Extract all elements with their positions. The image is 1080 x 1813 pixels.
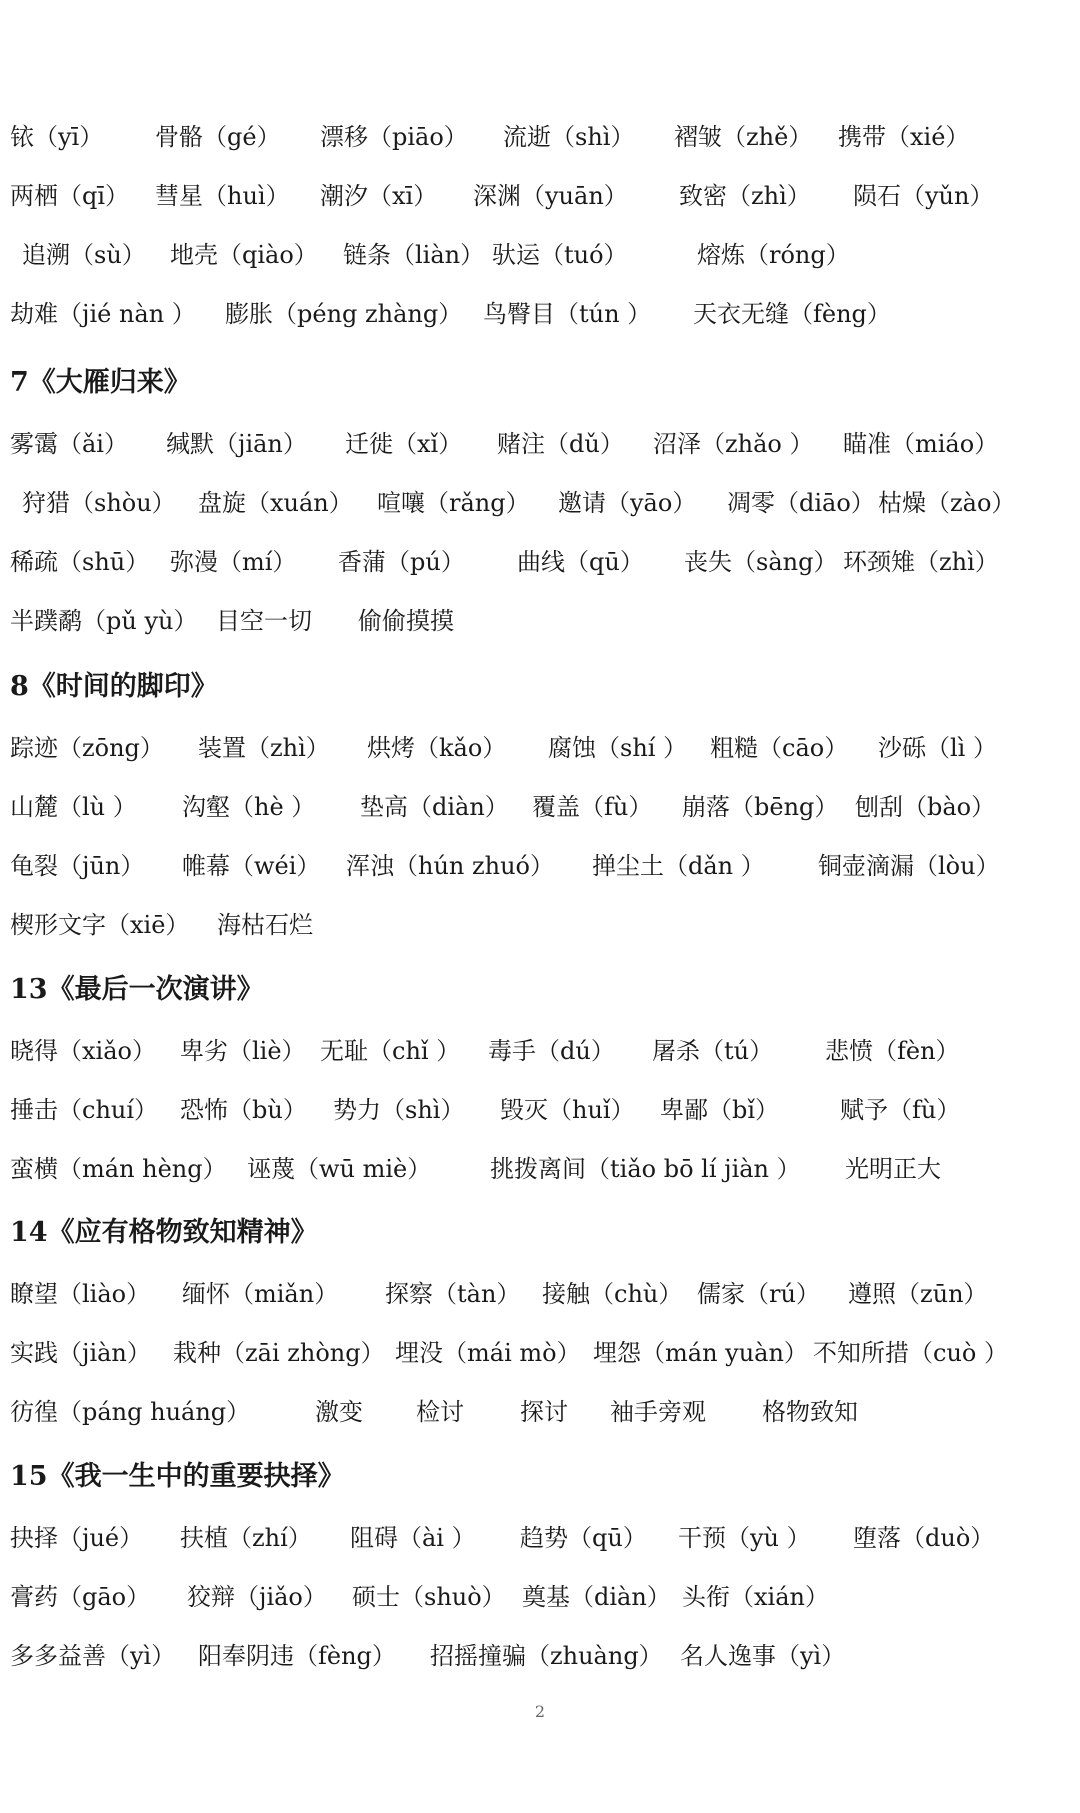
vocab-item: 稀疏（shū） (10, 548, 150, 576)
vocab-item: 褶皱（zhě） (674, 123, 813, 151)
vocab-item: 激变 (315, 1398, 363, 1426)
vocab-item: 彗星（huì） (155, 182, 290, 210)
vocab-item: 晓得（xiǎo） (10, 1037, 156, 1065)
vocab-item: 骨骼（gé） (155, 123, 281, 151)
vocab-item: 埋怨（mán yuàn） (593, 1339, 808, 1367)
vocab-item: 阳奉阴违（fèng） (198, 1642, 396, 1670)
vocab-item: 龟裂（jūn） (10, 852, 145, 880)
vocab-item: 潮汐（xī） (320, 182, 438, 210)
vocab-item: 缄默（jiān） (166, 430, 307, 458)
vocab-item: 装置（zhì） (198, 734, 330, 762)
vocab-item: 山麓（lù ） (10, 793, 137, 821)
vocab-item: 阻碍（ài ） (350, 1524, 476, 1552)
vocab-item: 势力（shì） (333, 1096, 465, 1124)
vocab-item: 踪迹（zōng） (10, 734, 164, 762)
vocab-item: 堕落（duò） (853, 1524, 995, 1552)
vocab-item: 膏药（gāo） (10, 1583, 151, 1611)
vocab-row (10, 542, 1070, 582)
vocab-item: 格物致知 (762, 1398, 858, 1426)
vocab-item: 多多益善（yì） (10, 1642, 176, 1670)
vocab-item: 偷偷摸摸 (358, 607, 454, 635)
vocab-item: 瞭望（liào） (10, 1280, 151, 1308)
vocab-item: 实践（jiàn） (10, 1339, 151, 1367)
vocab-item: 干预（yù ） (678, 1524, 811, 1552)
vocab-item: 蛮横（mán hèng） (10, 1155, 227, 1183)
vocab-item: 浑浊（hún zhuó） (346, 852, 555, 880)
lesson-heading: 8《时间的脚印》 (10, 671, 218, 702)
vocab-item: 流逝（shì） (503, 123, 635, 151)
vocab-item: 链条（liàn） (343, 241, 485, 269)
vocab-item: 不知所措（cuò ） (813, 1339, 1008, 1367)
vocab-item: 环颈雉（zhì） (843, 548, 999, 576)
vocab-row (10, 424, 1070, 464)
vocab-item: 沼泽（zhǎo ） (653, 430, 814, 458)
vocab-item: 狡辩（jiǎo） (187, 1583, 327, 1611)
vocab-row (10, 601, 1070, 641)
vocab-row (10, 1577, 1070, 1617)
vocab-item: 硕士（shuò） (352, 1583, 506, 1611)
vocab-item: 陨石（yǔn） (853, 182, 994, 210)
vocab-row (10, 1090, 1070, 1130)
vocab-item: 邀请（yāo） (558, 489, 697, 517)
vocab-item: 捶击（chuí） (10, 1096, 159, 1124)
vocab-item: 曲线（qū） (517, 548, 644, 576)
vocab-row (10, 905, 1070, 945)
vocab-row (10, 1333, 1070, 1373)
vocab-item: 劫难（jié nàn ） (10, 300, 196, 328)
vocab-row (10, 787, 1070, 827)
vocab-item: 膨胀（péng zhàng） (225, 300, 463, 328)
vocab-item: 趋势（qū） (520, 1524, 647, 1552)
vocab-item: 追溯（sù） (22, 241, 146, 269)
vocab-item: 挑拨离间（tiǎo bō lí jiàn ） (490, 1155, 801, 1183)
vocab-item: 沙砾（lì ） (878, 734, 997, 762)
vocab-item: 天衣无缝（fèng） (693, 300, 891, 328)
vocab-item: 掸尘土（dǎn ） (592, 852, 765, 880)
vocab-item: 接触（chù） (542, 1280, 683, 1308)
vocab-item: 检讨 (416, 1398, 464, 1426)
vocab-item: 垫高（diàn） (360, 793, 509, 821)
vocab-item: 卑鄙（bǐ） (660, 1096, 780, 1124)
vocab-item: 招摇撞骗（zhuàng） (430, 1642, 663, 1670)
vocab-item: 遵照（zūn） (848, 1280, 988, 1308)
vocab-row (10, 1636, 1070, 1676)
vocab-item: 刨刮（bào） (855, 793, 996, 821)
vocab-item: 深渊（yuān） (473, 182, 628, 210)
vocab-row (10, 1274, 1070, 1314)
lesson-heading: 15《我一生中的重要抉择》 (10, 1461, 345, 1492)
vocab-item: 致密（zhì） (679, 182, 811, 210)
vocab-item: 探察（tàn） (385, 1280, 521, 1308)
vocab-item: 奠基（diàn） (522, 1583, 671, 1611)
vocab-item: 悲愤（fèn） (825, 1037, 960, 1065)
vocab-item: 弥漫（mí） (170, 548, 297, 576)
vocab-item: 无耻（chǐ ） (320, 1037, 461, 1065)
vocab-item: 海枯石烂 (217, 911, 313, 939)
vocab-item: 瞄准（miáo） (843, 430, 999, 458)
vocab-item: 盘旋（xuán） (198, 489, 353, 517)
vocab-item: 袖手旁观 (610, 1398, 706, 1426)
vocab-item: 覆盖（fù） (532, 793, 653, 821)
vocab-item: 崩落（bēng） (682, 793, 839, 821)
vocab-item: 栽种（zāi zhòng） (173, 1339, 385, 1367)
vocab-item: 目空一切 (216, 607, 312, 635)
vocab-row (10, 1031, 1070, 1071)
vocab-item: 驮运（tuó） (492, 241, 628, 269)
vocab-row (10, 1149, 1070, 1189)
vocab-item: 埋没（mái mò） (395, 1339, 581, 1367)
vocab-item: 熔炼（róng） (697, 241, 850, 269)
vocab-item: 屠杀（tú） (652, 1037, 774, 1065)
vocab-item: 丧失（sàng） (684, 548, 838, 576)
vocab-item: 卑劣（liè） (180, 1037, 306, 1065)
vocab-row (10, 235, 1070, 275)
vocab-row (10, 1518, 1070, 1558)
vocab-item: 漂移（piāo） (320, 123, 468, 151)
vocab-item: 赋予（fù） (840, 1096, 961, 1124)
vocab-item: 枯燥（zào） (878, 489, 1016, 517)
vocab-item: 抉择（jué） (10, 1524, 144, 1552)
vocab-row (10, 294, 1070, 334)
vocab-item: 铱（yī） (10, 123, 104, 151)
vocab-item: 探讨 (520, 1398, 568, 1426)
vocab-item: 鸟臀目（tún ） (483, 300, 652, 328)
vocab-item: 帷幕（wéi） (182, 852, 321, 880)
lesson-heading: 14《应有格物致知精神》 (10, 1217, 318, 1248)
vocab-item: 恐怖（bù） (180, 1096, 307, 1124)
lesson-heading: 7《大雁归来》 (10, 367, 191, 398)
vocab-item: 携带（xié） (838, 123, 970, 151)
vocab-item: 沟壑（hè ） (182, 793, 316, 821)
vocab-item: 扶植（zhí） (180, 1524, 312, 1552)
vocab-item: 赌注（dǔ） (497, 430, 624, 458)
vocab-item: 凋零（diāo） (727, 489, 875, 517)
vocab-item: 狩猎（shòu） (22, 489, 176, 517)
vocab-row (10, 846, 1070, 886)
vocab-row (10, 1392, 1070, 1432)
vocab-item: 迁徙（xǐ） (345, 430, 463, 458)
vocab-item: 半蹼鹬（pǔ yù） (10, 607, 198, 635)
vocab-item: 毁灭（huǐ） (500, 1096, 635, 1124)
vocab-item: 喧嚷（rǎng） (377, 489, 530, 517)
vocab-item: 地壳（qiào） (170, 241, 318, 269)
vocab-row (10, 176, 1070, 216)
vocab-item: 彷徨（páng huáng） (10, 1398, 251, 1426)
vocab-row (10, 117, 1070, 157)
page-number: 2 (534, 1702, 546, 1721)
vocab-item: 光明正大 (845, 1155, 941, 1183)
vocab-item: 头衔（xián） (682, 1583, 829, 1611)
vocab-item: 烘烤（kǎo） (367, 734, 507, 762)
lesson-heading: 13《最后一次演讲》 (10, 974, 264, 1005)
vocab-item: 香蒲（pú） (338, 548, 465, 576)
vocab-row (10, 728, 1070, 768)
vocab-row (10, 483, 1070, 523)
vocab-item: 楔形文字（xiē） (10, 911, 190, 939)
vocab-item: 两栖（qī） (10, 182, 130, 210)
vocab-item: 铜壶滴漏（lòu） (818, 852, 1000, 880)
vocab-item: 粗糙（cāo） (710, 734, 849, 762)
vocab-item: 缅怀（miǎn） (182, 1280, 339, 1308)
vocab-item: 雾霭（ǎi） (10, 430, 128, 458)
vocab-item: 诬蔑（wū miè） (247, 1155, 432, 1183)
vocab-item: 儒家（rú） (697, 1280, 820, 1308)
vocab-item: 腐蚀（shí ） (548, 734, 688, 762)
vocab-item: 毒手（dú） (488, 1037, 615, 1065)
vocab-item: 名人逸事（yì） (680, 1642, 846, 1670)
